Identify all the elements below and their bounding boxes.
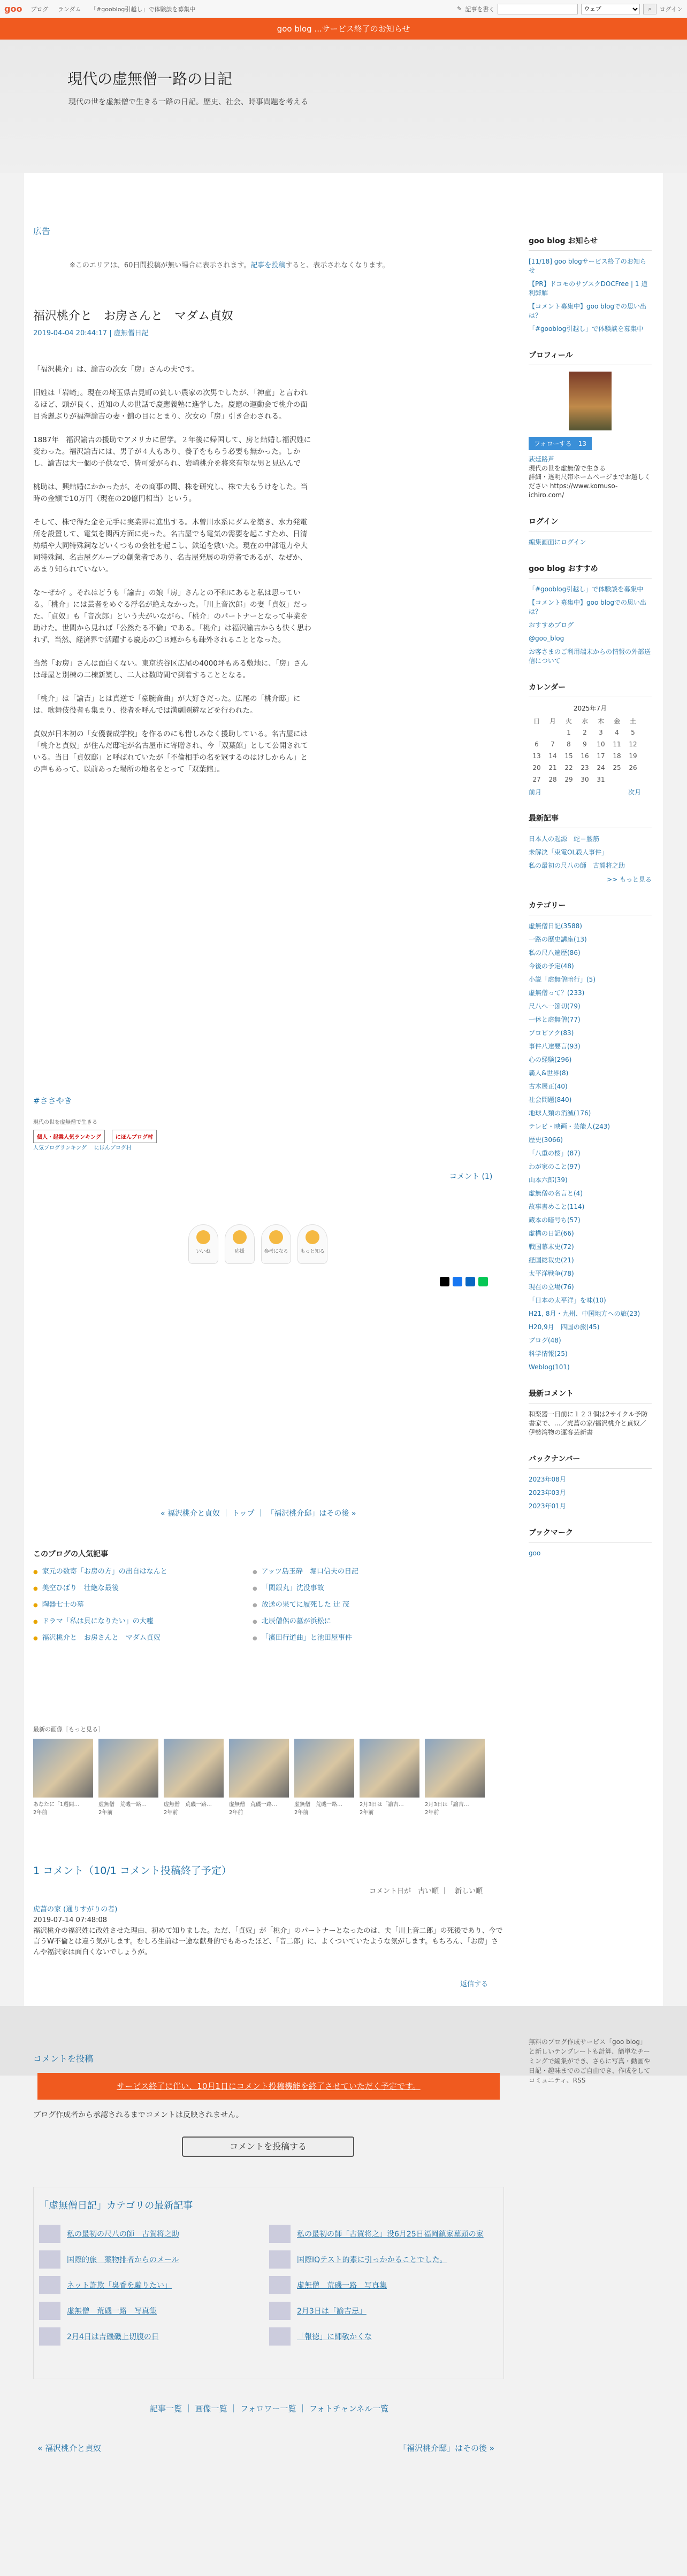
share-buttons [440,1277,488,1286]
reaction-helpful[interactable]: 参考になる [261,1224,291,1264]
bookmark-item[interactable]: goo [529,1549,541,1557]
category-item[interactable]: 虚無僧 荒磯一路 写真集 [269,2276,499,2294]
image-thumb[interactable]: 2月3日は「諭吉… 2年前 [360,1739,419,1816]
follow-button[interactable]: フォローする 13 [529,437,592,450]
ad-post-link[interactable]: 記事を投稿 [250,261,286,269]
category-link[interactable]: 事件八達要言(93) [529,1043,581,1050]
category-link[interactable]: 虚無僧って？(233) [529,989,585,997]
smile-icon [269,1230,283,1244]
top-link[interactable]: トップ [232,1509,255,1518]
calendar-next[interactable]: 次月 [628,789,641,796]
thumb-icon [39,2225,60,2243]
category-item[interactable]: 国際IQテスト的素に引っかかることでした。 [269,2250,499,2269]
category-link[interactable]: H21, 8月・九州、中国地方への旅(23) [529,1310,640,1317]
reaction-more[interactable]: もっと知る [297,1224,327,1264]
thumb-icon [39,2327,60,2346]
recent-images [33,1739,485,1816]
reaction-cheer[interactable]: 応援 [225,1224,255,1264]
backnumber-title: バックナンバー [529,1453,652,1469]
thumb-image [33,1739,93,1798]
ranking-badge-1[interactable]: 個人・起業人気ランキング [33,1130,105,1143]
goo-logo[interactable]: goo [4,4,22,14]
category-link[interactable]: 覇人&世界(8) [529,1069,569,1077]
profile-title: プロフィール [529,350,652,365]
ranking-widgets [33,1117,172,1151]
thumb-image [360,1739,419,1798]
popular-item[interactable]: ● 陶器七士の墓 [33,1599,253,1609]
category-link[interactable]: わが家のこと(97) [529,1163,581,1170]
category-item[interactable]: 2月3日は「諭吉忌」 [269,2302,499,2320]
category-link[interactable]: 一路の歴史講座(13) [529,936,587,943]
category-item[interactable]: 「報徳」に師敬かくな [269,2327,499,2346]
nav-random[interactable]: ランダム [57,5,81,13]
category-link[interactable]: 尺八へ一節切(79) [529,1002,581,1010]
popular-item[interactable]: ● 福沢桃介と お房さんと マダム貞奴 [33,1632,253,1642]
category-item[interactable]: 2月4日は吉磯磯上切腹の日 [39,2327,269,2346]
category-link[interactable]: 虚無僧日記(3588) [529,922,582,930]
category-link[interactable]: 科学情報(25) [529,1350,568,1358]
category-link[interactable]: 小説「虚無僧暗行」(5) [529,976,596,983]
category-link[interactable]: 「八重の桜」(87) [529,1150,581,1157]
ad-label: 広告 [33,226,51,236]
profile-detail: 詳細・透明尺帯ホームページまでお越しください https://www.komuso-ichiro.com/ [529,473,651,499]
notice-item[interactable]: 【PR】ドコモのサブスクDOCFree | 1 道利弊解 [529,280,648,297]
post-tag[interactable]: #ささやき [33,1096,72,1106]
line-share-icon[interactable] [478,1277,488,1286]
heart-icon [196,1230,210,1244]
popular-item[interactable]: ● 「関銀丸」沈没事故 [253,1582,472,1592]
calendar-title: カレンダー [529,682,652,697]
thumb-icon [269,2225,291,2243]
comment-form-title: コメントを投稿 [33,2054,94,2064]
category-link[interactable]: 故事書めこと(114) [529,1203,585,1210]
search-input[interactable] [498,4,578,14]
search-scope-select[interactable] [581,4,640,14]
thumb-image [425,1739,485,1798]
thumb-icon [39,2250,60,2269]
category-link[interactable]: 現在の立場(76) [529,1283,574,1291]
ranking-link-1[interactable]: 人気ブログランキング [33,1145,87,1151]
recent-comment[interactable]: 和楽器一日前に１２３個は2サイクル予防書家で、…／虎菖の家/福沢桃介と貞奴／伊勢湾物の運客芸新書 [529,1410,648,1436]
post-meta: 2019-04-04 20:44:17 | 虚無僧日記 [33,329,149,337]
backnumber-item[interactable]: 2023年01月 [529,1502,566,1510]
comment-end-notice[interactable]: サービス終了に伴い、10月1日にコメント投稿機能を終了させていただく予定です。 [37,2073,500,2100]
comments-heading: 1 コメント（10/1 コメント投稿終了予定） [33,1865,232,1877]
category-link[interactable]: 一休と虚無僧(77) [529,1016,581,1023]
service-end-notice[interactable]: goo blog ...サービス終了のお知らせ [0,18,687,40]
category-link[interactable]: 私の尺八遍歴(86) [529,949,581,957]
goo-x-link[interactable]: @goo_blog [529,635,564,642]
category-link[interactable]: 山本六郎(39) [529,1176,568,1184]
profile-name[interactable]: 荻廷路芦 [529,456,555,463]
x-share-icon[interactable] [440,1277,449,1286]
popular-item[interactable]: ● 放送の果てに履死した 辻 茂 [253,1599,472,1609]
category-link[interactable]: 歴史(3066) [529,1136,563,1144]
category-link[interactable]: 社会問題(840) [529,1096,572,1104]
notice-item[interactable]: 【コメント募集中】goo blogでの思い出は？ [529,303,647,319]
blog-title[interactable]: 現代の虚無僧一路の日記 [67,70,233,88]
post-date: 2019-04-04 20:44:17 [33,329,108,337]
category-link[interactable]: 太平洋戦争(78) [529,1270,574,1277]
blog-subtitle: 現代の世を虚無僧で生きる一路の日記。歴史、社会、時事問題を考える [68,98,308,106]
thumb-icon [269,2250,291,2269]
thumb-image [229,1739,289,1798]
thumb-icon [269,2327,291,2346]
post-category-link[interactable]: 虚無僧日記 [113,329,149,337]
goo-item[interactable]: 「#gooblog引越し」で体験談を募集中 [529,585,644,593]
sidebar [529,235,652,1574]
post-title: 福沢桃介と お房さんと マダム貞奴 [33,310,234,323]
login-title: ログイン [529,516,652,531]
bookmark-title: ブックマーク [529,1527,652,1542]
calendar: 日 月 火 水 木 金 土 1 2 3 4 5 6 7 8 9 10 11 12 13 14 15 16 17 18 19 20 21 22 23 24 25 26 27 28 29 30 31 [532,717,637,783]
login-link[interactable]: 編集画面にログイン [529,538,586,546]
category-link[interactable]: ブログ(48) [529,1337,561,1344]
category-link[interactable]: 今後の予定(48) [529,962,574,970]
calendar-month: 2025年7月 [573,705,607,712]
category-link[interactable]: テレビ・映画・芸能人(243) [529,1123,610,1130]
post-pager: « 福沢桃介と貞奴 ｜ トップ ｜ 「福沢桃介邸」はその後 » [161,1509,356,1518]
flag-icon [233,1230,247,1244]
search-icon: ⌕ [648,5,652,12]
popular-item[interactable]: ● アッツ島玉砕 堀口信夫の日記 [253,1565,472,1576]
post-comment-button[interactable]: コメントを投稿する [182,2137,354,2157]
category-link[interactable]: 虚無僧の名言と(4) [529,1190,583,1197]
blog-header [0,40,687,173]
category-latest-box [33,2187,504,2379]
latest-more-link[interactable]: >> もっと見る [607,876,652,883]
comment-count-link[interactable]: コメント (1) [449,1173,493,1181]
category-link[interactable]: 蔵本の暗号ち(57) [529,1216,581,1224]
footer-links[interactable]: 記事一覧 ｜ 画像一覧 ｜ フォロワー一覧 ｜ フォトチャンネル一覧 [150,2404,389,2413]
footer-next-link[interactable]: 「福沢桃介邸」はその後 » [399,2443,494,2453]
next-post-link[interactable]: 「福沢桃介邸」はその後 » [266,1509,356,1518]
image-thumb[interactable]: あなたに「1週間… 2年前 [33,1739,93,1816]
category-link[interactable]: 戦国幕末史(72) [529,1243,574,1251]
approval-note: ブログ作成者から承認されるまでコメントは反映されません。 [33,2111,243,2119]
book-icon [306,1230,319,1244]
category-link[interactable]: 古木展正(40) [529,1083,568,1090]
category-link[interactable]: 経国総裁史(21) [529,1256,574,1264]
backnumber-item[interactable]: 2023年08月 [529,1476,566,1483]
category-item[interactable]: 私の最初の師「古賀将之」没6月25日福岡鎮家墓頭の家 [269,2225,499,2243]
category-item[interactable]: ネット詐欺「臭香を騙りたい」 [39,2276,269,2294]
image-thumb[interactable]: 虚無僧 荒磯一路… 2年前 [164,1739,224,1816]
search-button[interactable] [643,4,656,14]
image-thumb[interactable]: 2月3日は「諭吉… 2年前 [425,1739,485,1816]
comment-item [33,1904,504,1958]
nav-campaign[interactable]: 「#gooblog引越し」で体験談を募集中 [90,5,196,13]
reaction-like[interactable]: いいね [188,1224,218,1264]
latest-title: 最新記事 [529,813,652,828]
prev-post-link[interactable]: « 福沢桃介と貞奴 [161,1509,220,1518]
reaction-buttons [188,1224,327,1264]
ranking-badge-2[interactable]: にほんブログ村 [112,1130,157,1143]
reply-link[interactable]: 返信する [460,1980,488,1988]
notice-item[interactable]: 「#gooblog引越し」で体験談を募集中 [529,325,644,333]
comment-date: 2019-07-14 07:48:08 [33,1916,108,1924]
thumb-icon [269,2276,291,2294]
popular-item[interactable]: ● 美空ひばり 壮絶な最後 [33,1582,253,1592]
goo-item[interactable]: 【コメント募集中】goo blogでの思い出は？ [529,599,647,615]
category-item[interactable]: 私の最初の尺八の師 古賀将之助 [39,2225,269,2243]
popular-item[interactable]: ● 北辰僧侶の墓が浜松に [253,1615,472,1625]
image-thumb[interactable]: 虚無僧 荒磯一路… 2年前 [98,1739,158,1816]
notice-item[interactable]: [11/18] goo blogサービス終了のお知らせ [529,258,646,274]
comment-sort[interactable]: コメント日が 古い順 ｜ 新しい順 [369,1887,483,1895]
comment-text: 福沢桃介の福沢姓に改姓させた理由、初めて知りました。ただ、「貞奴」が「桃介」のパートナーとなったのは、夫「川上音二郎」の死後であり、今で言うW不倫とは違う気がします。むしろ生前は一途な献身的でもあったほど、「音二郎」に、よくついていたような気がします。もちろん、「お房」さんや福沢家は面白くないでしょうが。 [33,1927,503,1956]
new-post-link[interactable]: 記事を書く [465,5,495,13]
latest-item[interactable]: 未解決「東電OL殺人事件」 [529,849,608,856]
thumb-icon [269,2302,291,2320]
popular-title: このブログの人気記事 [33,1550,108,1559]
category-latest-title: 「虚無僧日記」カテゴリの最新記事 [39,2200,193,2211]
category-link[interactable]: 虚構の日記(66) [529,1230,574,1237]
hatena-share-icon[interactable] [465,1277,475,1286]
top-nav [30,5,203,13]
nav-blog[interactable]: ブログ [30,5,49,13]
category-link[interactable]: Weblog(101) [529,1363,570,1371]
ad-note: ※このエリアは、60日間投稿が無い場合に表示されます。記事を投稿すると、表示されなくなります。 [70,261,390,269]
top-bar [0,0,687,18]
sidebar-footer-text: 無料のブログ作成サービス「goo blog」と新しいテンプレートも計算、簡単なチーミングで編集ができ、さらに写真・動画や日記・趣味までのご自由でき、作成をしてコミュニティ、RSS [529,2038,651,2084]
thumb-image [164,1739,224,1798]
category-item[interactable]: 虚無僧 荒磯一路 写真集 [39,2302,269,2320]
footer-prev-link[interactable]: « 福沢桃介と貞奴 [37,2443,101,2453]
facebook-share-icon[interactable] [453,1277,462,1286]
category-link[interactable]: 「日本の太平洋」を味(10) [529,1297,606,1304]
category-item[interactable]: 国際的旅 薬物排者からのメール [39,2250,269,2269]
login-link[interactable]: ログイン [659,5,683,13]
profile-avatar[interactable] [569,372,612,430]
popular-item[interactable]: ● 家元の数寄「お房の方」の出自はなんと [33,1565,253,1576]
goo-recommend-title: goo blog おすすめ [529,563,652,579]
popular-item[interactable]: ● ドラマ「私は貝になりたい」の大嘘 [33,1615,253,1625]
thumb-icon [39,2302,60,2320]
category-link[interactable]: プロビアク(83) [529,1029,574,1037]
comment-author[interactable]: 虎菖の家 (通りすがりの者) [33,1906,118,1914]
category-link[interactable]: 地球人類の消滅(176) [529,1109,591,1117]
latest-item[interactable]: 私の最初の尺八の師 古賀将之助 [529,862,625,869]
backnumber-item[interactable]: 2023年03月 [529,1489,566,1497]
ranking-link-2[interactable]: にほんブログ村 [94,1145,132,1151]
post-body: 「福沢桃介」は、諭吉の次女「房」さんの夫です。 旧姓は「岩崎」。現在の埼玉県吉見町の貧しい農家の次男でしたが、「神童」と言われるほど、頭が良く、近知の人の世話で慶應義塾に進学した。慶應の運動会で桃介の面目秀麗ぶりが福澤諭吉の妻・錦の目にとまり、次女の「房」引き合わされる。 1887年 福沢諭吉の援助でアメリカに留学。２年後に帰国して、房と結婚し福沢姓に変わった。福沢諭吉には、男子が４人もあり、養子をもらう必要も無かった。しかし、諭吉は大一個の子供なで、皆可愛がられ、岩崎桃介を将来有望な男と見込んで 桃助は、興結婚にかかったが、その商事の間、株を研究し、株で大もうけをした。当時の金額で10万円（現在の20億円相当）という。 そして、株で得た金を元手に実業界に進出する。木曽川水系にダムを築き、水力発電所を設置して、電気を関西方面に売った。名古屋でも電気の需要を起こすため、日清紡績や大同特殊鋼などいくつもの会社を起こし、鉄道を敷いた。現在の中部電力や大同特殊鋼、名古屋グループの創業者であり、名古屋発展の功労者であるが、なぜか、あまり知られていない。 な～ぜか？。それはどうも「諭吉」の娘「房」さんとの不和にあると私は思っている。「桃介」には芸者をめぐる浮名が絶えなかった。「川上音次郎」の妻「貞奴」だった。「貞奴」も「音次郎」という夫がいながら、「桃介」のパートナーとなって事業を助けた。世間から見れば「公然たる不倫」である。「桃介」は福沢諭吉からも快く思われず、当然、経済界で活躍する慶応の〇Ｂ連からも疎外されることとなった。 当然「お房」さんは面白くない。東京渋谷区広尾の4000坪もある敷地に、「房」さんは母屋と別棟の二棟新築し、二人は数時間で到着することとなる。 「桃介」は「諭吉」とは真逆で「豪腕音曲」が大好きだった。広尾の「桃介邸」には、歌舞伎役者も集まり、役者を呼んでは満劇圏遊などを行われた。 貞奴が日本初の「女優養成学校」を作るのにも惜しみなく援助している。名古屋には「桃介と貞奴」が住んだ邸宅が名古屋市に寄贈され、今「双葉館」として公開されている。当日「貞奴邸」と呼ばれていたが「不倫相手の名を冠するのはけしからん」との声もあって、以前あった場所の地名をとって「双葉館」。 [33,365,311,774]
privacy-link[interactable]: お客さまのご利用端末からの情報の外部送信について [529,648,651,665]
ranking-caption: 現代の世を虚無僧で生きる [33,1120,97,1125]
category-link[interactable]: H20,9月 四国の旅(45) [529,1323,600,1331]
image-thumb[interactable]: 虚無僧 荒磯一路… 2年前 [229,1739,289,1816]
goo-item[interactable]: おすすめブログ [529,621,574,629]
recent-images-title[interactable]: 最新の画像［もっと見る］ [33,1726,104,1733]
profile-desc: 現代の世を虚無僧で生きる [529,465,606,472]
image-thumb[interactable]: 虚無僧 荒磯一路… 2年前 [294,1739,354,1816]
category-link[interactable]: 心の経験(296) [529,1056,572,1063]
calendar-prev[interactable]: 前月 [529,789,542,796]
thumb-image [294,1739,354,1798]
latest-item[interactable]: 日本人の起源 蛇＝腰筋 [529,835,600,843]
popular-item[interactable]: ● 「濱田行道曲」と池田屋事件 [253,1632,472,1642]
pencil-icon: ✎ [457,5,462,12]
categories-title: カテゴリー [529,900,652,915]
thumb-icon [39,2276,60,2294]
sidebar-notice-title: goo blog お知らせ [529,235,652,251]
recent-comments-title: 最新コメント [529,1388,652,1403]
popular-list [33,1565,472,1642]
categories-list [529,922,652,1372]
thumb-image [98,1739,158,1798]
